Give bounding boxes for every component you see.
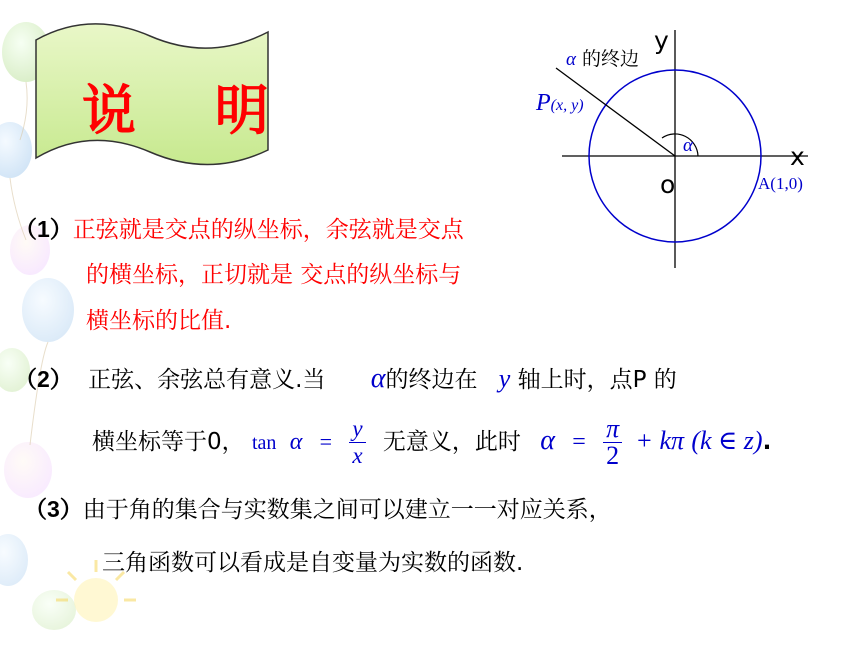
point-p-label: P(x, y) xyxy=(536,90,584,116)
item-1-line-2: 的横坐标，正切就是 交点的纵坐标与 xyxy=(86,262,462,288)
item-1-line-1: （1）正弦就是交点的纵坐标，余弦就是交点 xyxy=(14,216,464,243)
item-1-line-3: 横坐标的比值. xyxy=(86,308,232,334)
x-axis-label: x xyxy=(790,142,805,171)
item-2-number: （2） xyxy=(14,366,73,392)
page-title: 说 明 xyxy=(82,78,299,142)
item-3-line-2: 三角函数可以看成是自变量为实数的函数. xyxy=(102,550,524,576)
item-3-line-1: （3）由于角的集合与实数集之间可以建立一一对应关系， xyxy=(24,496,612,523)
point-a-label: A(1,0) xyxy=(758,174,803,193)
item-2-line-1: （2） 正弦、余弦总有意义.当 α的终边在 y 轴上时，点P 的 xyxy=(14,363,677,394)
item-3-number: （3） xyxy=(24,496,83,522)
origin-label: o xyxy=(660,170,676,199)
y-axis-label: y xyxy=(654,26,669,55)
tan-fraction: $\frac{y}{x}$ xyxy=(349,416,365,469)
terminal-side-label: α 的终边 xyxy=(566,48,640,70)
item-2-line-2: 横坐标等于0， tan α = $\frac{y}{x}$ 无意义，此时 α = $\frac{\pi}{2}$ + kπ (k ∈ z). xyxy=(92,414,772,470)
item-1-number: （1） xyxy=(14,216,73,242)
angle-alpha-label: α xyxy=(683,135,693,156)
pi-half-fraction: $\frac{\pi}{2}$ xyxy=(603,416,622,469)
